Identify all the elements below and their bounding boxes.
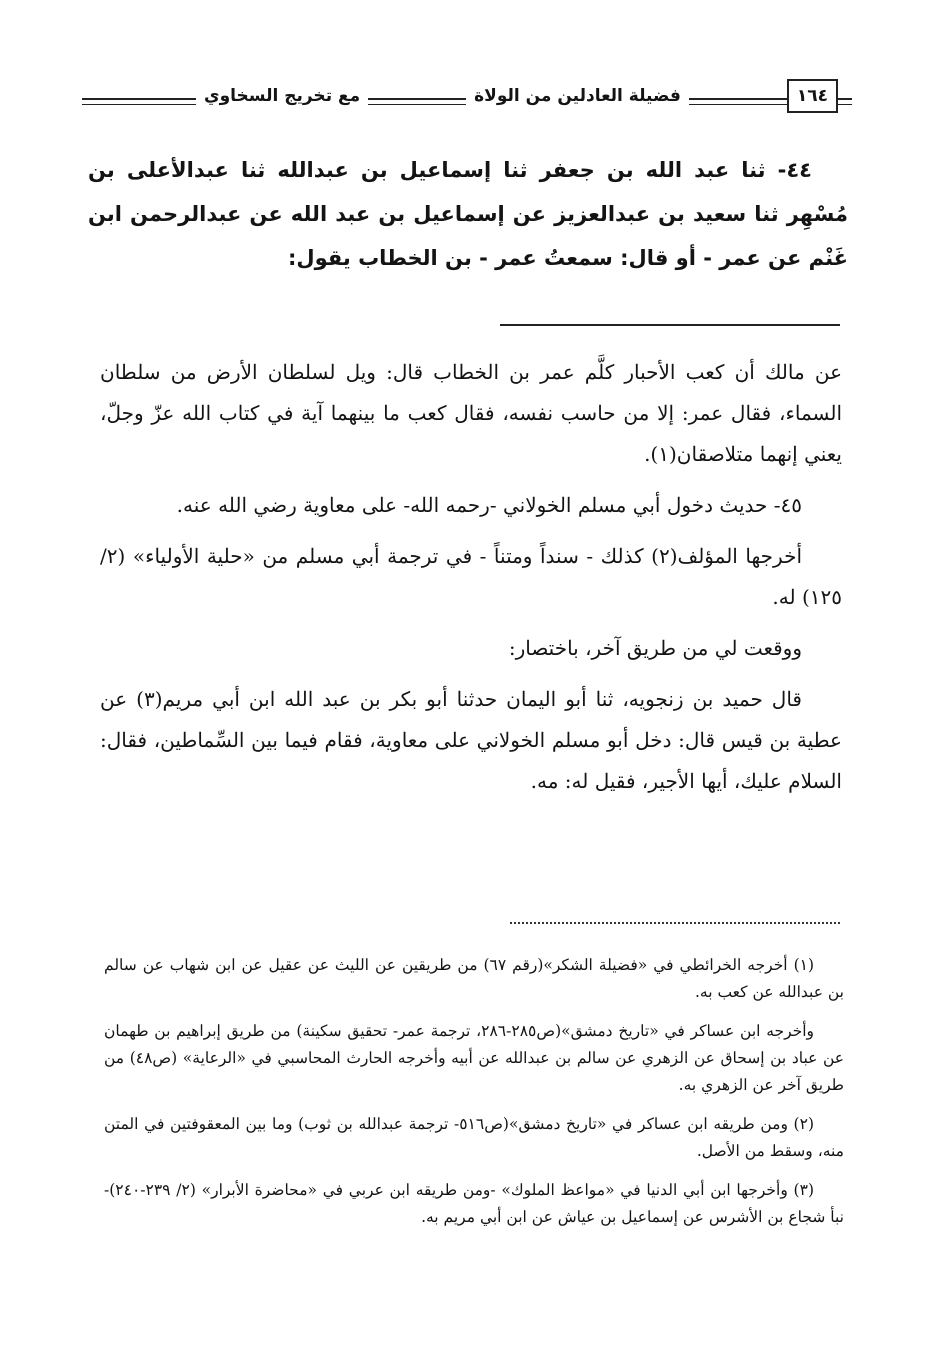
footnote-separator [510, 922, 840, 924]
paragraph-hadith-45: ٤٥- حديث دخول أبي مسلم الخولاني -رحمه الله- على معاوية رضي الله عنه. [176, 493, 802, 517]
section-divider [500, 324, 840, 326]
header-subtitle: مع تخريج السخاوي [196, 81, 368, 111]
paragraph-source: أخرجها المؤلف(٢) كذلك - سنداً ومتناً - في ترجمة أبي مسلم من «حلية الأولياء» (٢/ ١٢٥) له. [100, 544, 842, 609]
header-title: فضيلة العادلين من الولاة [466, 81, 689, 111]
hadith-text: ٤٤- ثنا عبد الله بن جعفر ثنا إسماعيل بن عبدالله ثنا عبدالأعلى بن مُسْهِر ثنا سعيد بن عبدالعزيز عن إسماعيل بن عبد الله عن عبدالرحمن ابن غَنْم عن عمر - أو قال: سمعتُ عمر - بن الخطاب يقول: [88, 158, 848, 270]
page-number: ١٦٤ [787, 79, 838, 113]
hadith-block [88, 148, 848, 280]
footnote-1-continued: وأخرجه ابن عساكر في «تاريخ دمشق»(ص٢٨٥-٢٨٦، ترجمة عمر- تحقيق سكينة) من طريق إبراهيم بن طهمان عن عباد بن إسحاق عن الزهري عن سالم بن عبدالله عن أبيه وأخرجه الحارث المحاسبي في «الرعاية» (ص٤٨) من طريق آخر عن الزهري به. [104, 1022, 845, 1094]
paragraph-other-route: ووقعت لي من طريق آخر، باختصار: [508, 636, 802, 660]
paragraph-kaab: عن مالك أن كعب الأحبار كلَّم عمر بن الخطاب قال: ويل لسلطان الأرض من سلطان السماء، فقال عمر: إلا من حاسب نفسه، فقال كعب ما بينهما آية في كتاب الله عزّ وجلّ، يعني إنهما متلاصقان(١). [100, 360, 842, 466]
paragraph-humaid: قال حميد بن زنجويه، ثنا أبو اليمان حدثنا أبو بكر بن عبد الله ابن أبي مريم(٣) عن عطية بن قيس قال: دخل أبو مسلم الخولاني على معاوية، فقام فيما بين السِّماطين، فقال: السلام عليك، أيها الأجير، فقيل له: مه. [100, 687, 842, 793]
footnote-3: (٣) وأخرجها ابن أبي الدنيا في «مواعظ الملوك» -ومن طريقه ابن عربي في «محاضرة الأبرار» (٢/ ٢٣٩-٢٤٠)- نبأ شجاع بن الأشرس عن إسماعيل بن عياش عن ابن أبي مريم به. [104, 1181, 844, 1226]
footnote-2: (٢) ومن طريقه ابن عساكر في «تاريخ دمشق»(ص٥١٦- ترجمة عبدالله بن ثوب) وما بين المعقوفتين في المتن منه، وسقط من الأصل. [104, 1115, 844, 1160]
running-header [82, 76, 852, 116]
footnote-1: (١) أخرجه الخرائطي في «فضيلة الشكر»(رقم ٦٧) من طريقين عن الليث عن عقيل عن ابن شهاب عن سالم بن عبدالله عن كعب به. [104, 956, 844, 1001]
footnotes [104, 952, 844, 1243]
commentary-body [100, 352, 842, 812]
